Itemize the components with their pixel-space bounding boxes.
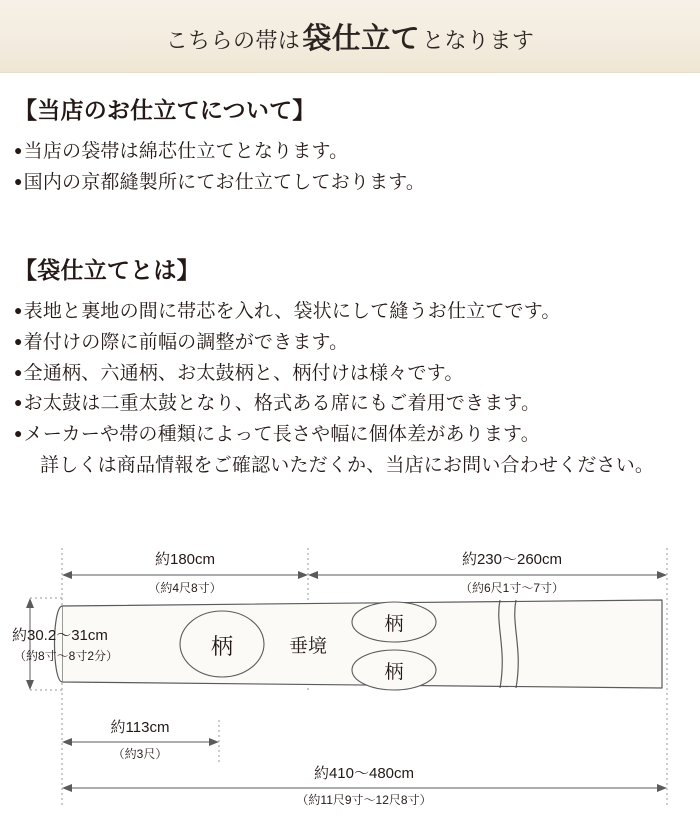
- pattern-label-small-top: 柄: [384, 614, 404, 635]
- banner-prefix: こちらの帯は: [165, 27, 301, 53]
- bullet-icon: ●: [14, 334, 23, 350]
- section-about-title: 【袋仕立てとは】: [14, 258, 200, 283]
- banner-suffix: となります: [422, 27, 535, 53]
- section-about-line-5: [14, 420, 686, 451]
- section-about-line-3-text: 全通柄、六通柄、お太鼓柄と、柄付けは様々です。: [23, 362, 464, 384]
- section-store-title: 【当店のお仕立てについて】: [14, 98, 316, 123]
- bullet-icon: ●: [14, 427, 23, 443]
- dimension-bottom-total-sub: （約11尺9寸〜12尺8寸）: [296, 793, 432, 807]
- dimension-bottom-left-sub: （約3尺）: [112, 747, 168, 761]
- bullet-icon: ●: [14, 365, 23, 381]
- dimension-left-height: [26, 598, 34, 690]
- dimension-left-value: 約30.2〜31cm: [12, 627, 108, 644]
- section-about-note: 詳しくは商品情報をご確認いただくか、当店にお問い合わせください。: [40, 454, 655, 476]
- bullet-icon: ●: [14, 396, 23, 412]
- tarekyo-label: 垂境: [288, 636, 328, 657]
- dimension-bottom-total: [62, 784, 667, 792]
- dimension-top-left: [62, 571, 308, 579]
- obi-dimension-diagram: [0, 530, 700, 830]
- section-about-line-1: [14, 297, 686, 328]
- dimension-top-left-value: 約180cm: [154, 551, 216, 568]
- section-store-line-2-text: 国内の京都縫製所にてお仕立てしております。: [23, 171, 426, 193]
- section-about-line-5-text: メーカーや帯の種類によって長さや幅に個体差があります。: [23, 424, 540, 446]
- bullet-icon: ●: [14, 304, 23, 319]
- section-about-line-1-text: 表地と裏地の間に帯芯を入れ、袋状にして縫うお仕立てです。: [23, 301, 561, 322]
- pattern-ellipse-small-top: [352, 602, 436, 642]
- header-banner-text: [166, 16, 535, 57]
- header-banner: [0, 0, 700, 73]
- dimension-left-sub: （約8寸〜8寸2分）: [14, 649, 119, 663]
- pattern-ellipse-large: [180, 611, 264, 677]
- dimension-bottom-left-value: 約113cm: [110, 719, 170, 736]
- pattern-label-large: 柄: [210, 634, 234, 659]
- section-about-line-4-text: お太鼓は二重太鼓となり、格式ある席にもご着用できます。: [23, 393, 541, 415]
- banner-highlight: 袋仕立て: [302, 22, 421, 55]
- section-about-line-2-text: 着付けの際に前幅の調整ができます。: [23, 331, 349, 353]
- section-about-line-2: [14, 328, 686, 359]
- section-store-line-1: [14, 137, 686, 168]
- section-store-line-1-text: 当店の袋帯は綿芯仕立てとなります。: [23, 141, 349, 162]
- bullet-icon: ●: [14, 174, 23, 190]
- bullet-icon: ●: [14, 144, 23, 159]
- section-store-tailoring: [14, 92, 686, 199]
- dimension-bottom-left: [62, 738, 219, 746]
- pattern-label-small-bottom: 柄: [384, 662, 404, 683]
- section-store-line-2: [14, 168, 686, 199]
- dimension-top-left-sub: （約4尺8寸）: [148, 581, 222, 595]
- dimension-top-right: [308, 571, 667, 579]
- section-about-line-4: [14, 389, 686, 420]
- section-about-fukuro: [14, 252, 686, 482]
- section-about-line-3: [14, 359, 686, 390]
- dimension-bottom-total-value: 約410〜480cm: [313, 765, 415, 782]
- pattern-ellipse-small-bottom: [352, 650, 436, 690]
- dimension-top-right-value: 約230〜260cm: [461, 551, 563, 568]
- dimension-top-right-sub: （約6尺1寸〜7寸）: [459, 581, 565, 595]
